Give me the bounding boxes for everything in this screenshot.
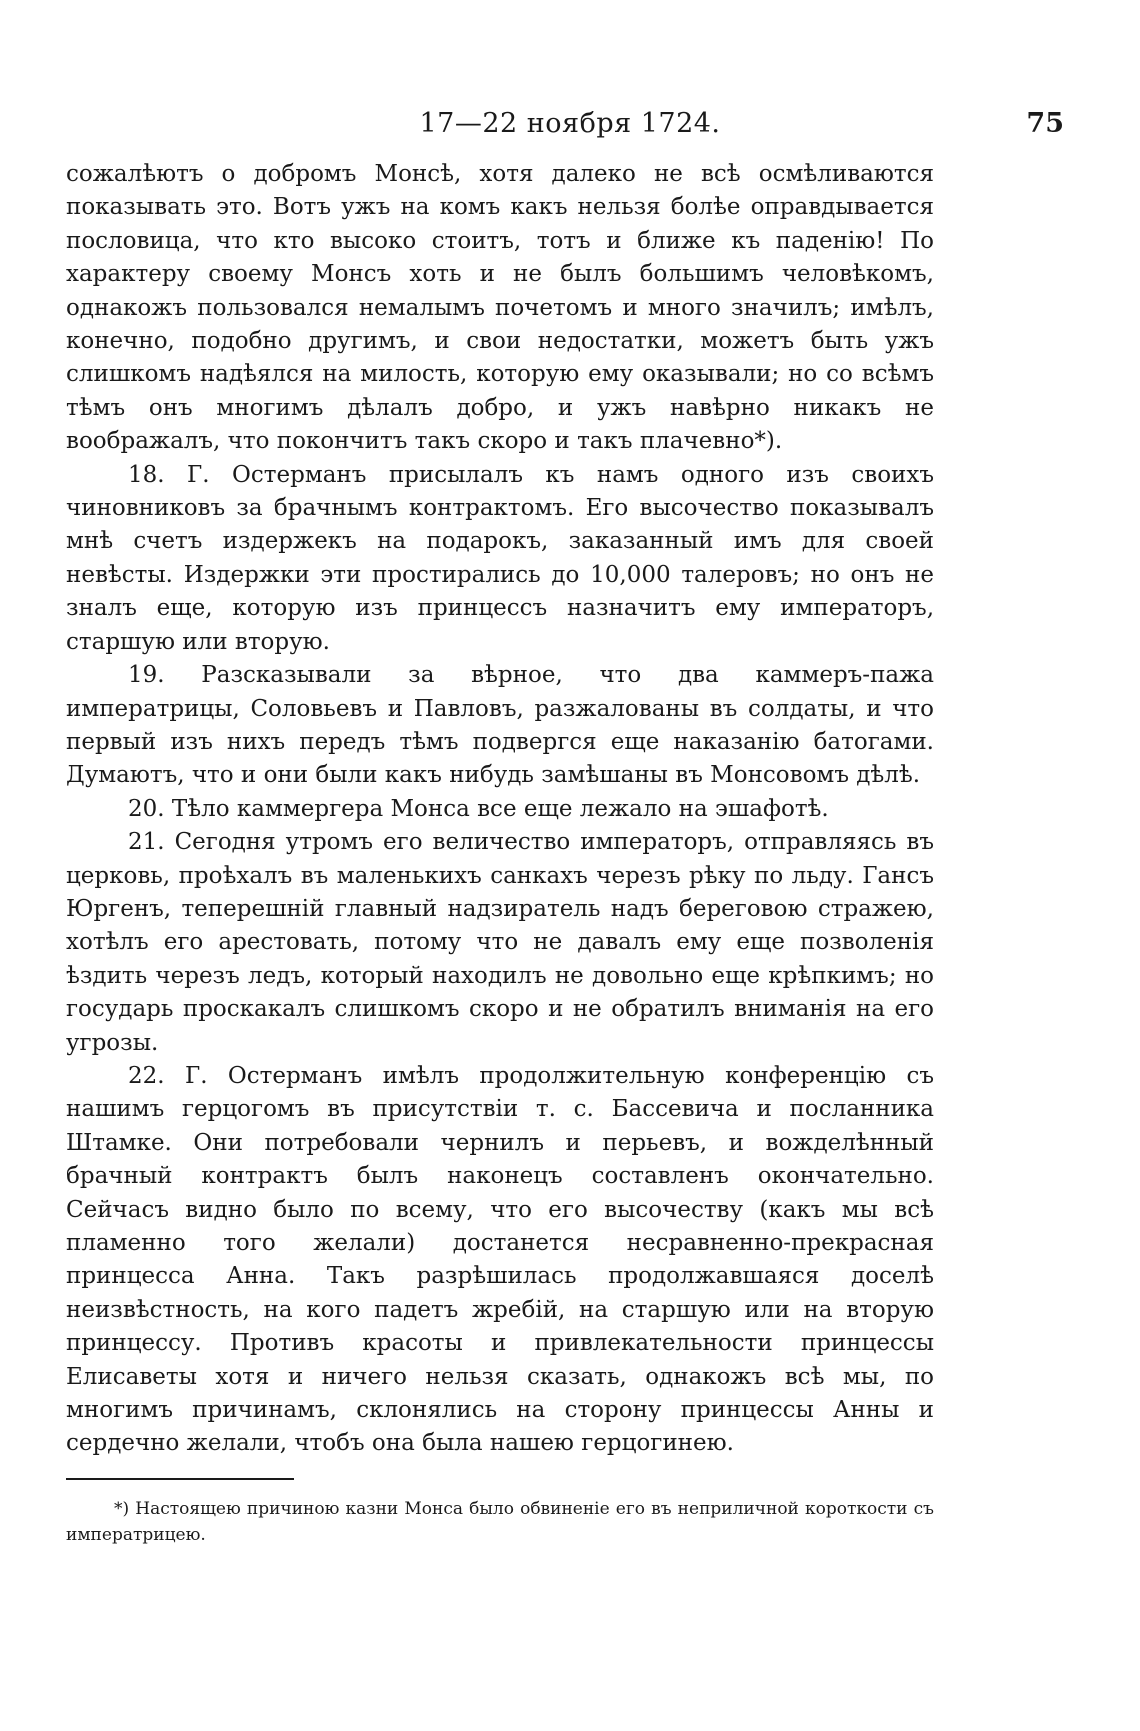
footnote-text: *) Настоящею причиною казни Монса было обвиненіе его въ неприличной короткости съ императрицею. [66, 1499, 934, 1545]
entry-18: 18. Г. Остерманъ присылалъ къ намъ одного изъ своихъ чиновниковъ за брачнымъ контрактомъ. Его высочество показывалъ мнѣ счетъ издержекъ на подарокъ, заказанный имъ для своей невѣсты. Издержки эти простирались до 10,000 талеровъ; но онъ не зналъ еще, которую изъ принцессъ назначитъ ему императоръ, старшую или вторую. [66, 461, 934, 655]
entry-19: 19. Разсказывали за вѣрное, что два каммеръ-пажа императрицы, Соловьевъ и Павловъ, разжалованы въ солдаты, и что первый изъ нихъ передъ тѣмъ подвергся еще наказанію батогами. Думаютъ, что и они были какъ нибудь замѣшаны въ Монсовомъ дѣлѣ. [66, 662, 934, 789]
page-number: 75 [1026, 108, 1064, 139]
paragraph-continuation: сожалѣютъ о добромъ Монсѣ, хотя далеко не всѣ осмѣливаются показывать это. Вотъ ужъ на комъ какъ нельзя болѣе оправдывается пословица, что кто высоко стоитъ, тотъ и ближе къ паденію! По характеру своему Монсъ хоть и не былъ большимъ человѣкомъ, однакожъ пользовался немалымъ почетомъ и много значилъ; имѣлъ, конечно, подобно другимъ, и свои недостатки, можетъ быть ужъ слишкомъ надѣялся на милость, которую ему оказывали; но со всѣмъ тѣмъ онъ многимъ дѣлалъ добро, и ужъ навѣрно никакъ не воображалъ, что покончитъ такъ скоро и такъ плачевно*). [66, 161, 934, 455]
body-text [66, 158, 934, 1461]
entry-21: 21. Сегодня утромъ его величество императоръ, отправляясь въ церковь, проѣхалъ въ маленькихъ санкахъ черезъ рѣку по льду. Гансъ Юргенъ, теперешній главный надзиратель надъ береговою стражею, хотѣлъ его арестовать, потому что не давалъ ему еще позволенія ѣздить черезъ ледъ, который находилъ не довольно еще крѣпкимъ; но государь проскакалъ слишкомъ скоро и не обратилъ вниманія на его угрозы. [66, 829, 934, 1056]
entry-20: 20. Тѣло каммергера Монса все еще лежало на эшафотѣ. [128, 795, 829, 822]
footnote-divider [66, 1478, 294, 1480]
entry-22: 22. Г. Остерманъ имѣлъ продолжительную конференцію съ нашимъ герцогомъ въ присутствіи т. с. Бассевича и посланника Штамке. Они потребовали чернилъ и перьевъ, и вожделѣнный брачный контрактъ былъ наконецъ составленъ окончательно. Сейчасъ видно было по всему, что его высочеству (какъ мы всѣ пламенно того желали) достанется несравненно-прекрасная принцесса Анна. Такъ разрѣшилась продолжавшаяся доселѣ неизвѣстность, на кого падетъ жребій, на старшую или на вторую принцессу. Противъ красоты и привлекательности принцессы Елисаветы хотя и ничего нельзя сказать, однакожъ всѣ мы, по многимъ причинамъ, склонялись на сторону принцессы Анны и сердечно желали, чтобъ она была нашею герцогинею. [66, 1062, 934, 1457]
running-head: 17—22 ноября 1724. [419, 108, 721, 139]
footnote [66, 1496, 934, 1548]
page-header [60, 108, 1080, 148]
